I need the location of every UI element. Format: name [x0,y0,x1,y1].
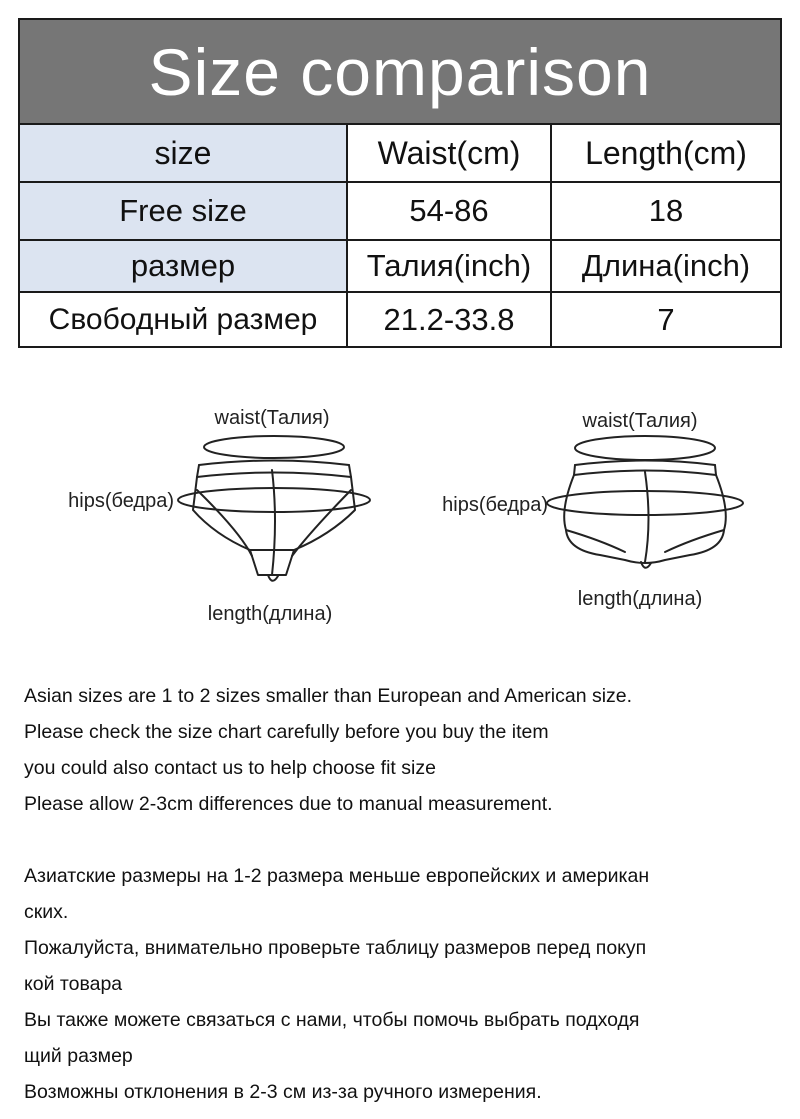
table-row [20,125,780,183]
note-line: Please check the size chart carefully before you buy the item [24,721,549,743]
table-cell: 18 [648,193,684,228]
note-line: ских. [24,901,69,923]
note-line: Возможны отклонения в 2-3 см из-за ручного измерения. [24,1081,542,1103]
table-cell: Талия(inch) [348,241,552,291]
table-cell: 54-86 [348,183,552,239]
table-row [20,241,780,293]
table-cell: Length(cm) [585,134,747,171]
measurement-diagram [0,380,800,640]
table-row [20,183,780,241]
table-cell: Free size [20,183,348,239]
boyshort-illustration [547,436,743,568]
note-line: Вы также можете связаться с нами, чтобы помочь выбрать подходя [24,1009,640,1031]
table-title: Size comparison [20,20,780,125]
length-label: length(длина) [207,603,333,625]
note-line: you could also contact us to help choose fit size [24,757,436,779]
waist-label: waist(Талия) [582,410,698,432]
size-comparison-table [18,18,782,348]
note-line: кой товара [24,973,123,995]
table-row [20,293,780,346]
table-cell: Свободный размер [20,293,348,346]
table-cell: размер [20,241,348,291]
note-line: Please allow 2-3cm differences due to manual measurement. [24,793,553,815]
table-cell: 7 [657,301,675,337]
size-notes [24,678,784,1110]
table-cell: Длина(inch) [581,248,751,283]
note-line: Asian sizes are 1 to 2 sizes smaller than European and American size. [24,685,633,707]
waist-label: waist(Талия) [214,407,330,429]
hips-label: hips(бедра) [442,494,548,516]
table-cell: 21.2-33.8 [348,293,552,346]
hips-label: hips(бедра) [68,490,174,512]
table-cell: size [20,125,348,181]
note-line: Азиатские размеры на 1-2 размера меньше европейских и американ [24,865,650,887]
brief-illustration [178,436,370,581]
note-line: Пожалуйста, внимательно проверьте таблицу размеров перед покуп [24,937,647,959]
note-line: щий размер [24,1045,133,1067]
length-label: length(длина) [577,588,703,610]
table-cell: Waist(cm) [348,125,552,181]
